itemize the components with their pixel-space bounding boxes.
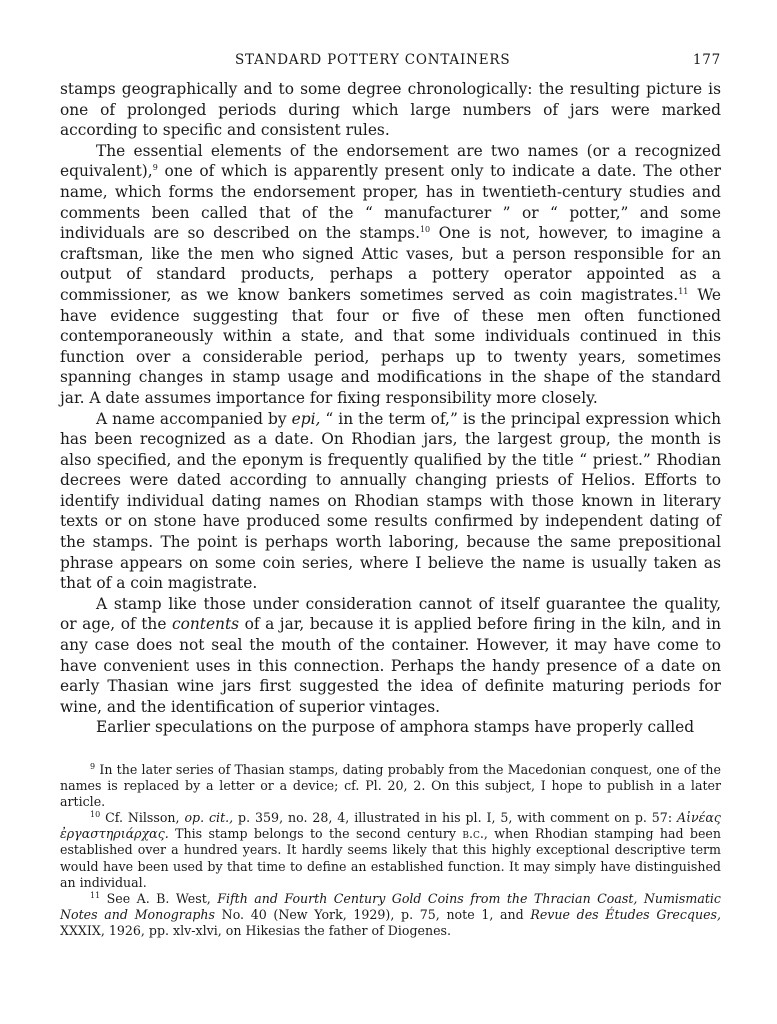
paragraph: Earlier speculations on the purpose of amphora stamps have properly called	[96, 718, 695, 737]
paragraph: The essential elements of the endorsement are two names (or a recognized equivalent),$^9$ one of which is apparently present only to indicate a date. The other name, which forms the endorsement proper, has in twentieth-century studies and comments been called that of the “ manufacturer ” or “ potter,” and some individuals are so described on the stamps.$^{10}$ One is not, however, to imagine a craftsman, like the men who signed Attic vases, but a person responsible for an output of standard products, perhaps a pottery operator appointed as a commissioner, as we know bankers sometimes served as coin magistrates.$^{11}$ We have evidence suggesting that four or five of these men often functioned contemporaneously within a state, and that some individuals continued in this function over a considerable period, perhaps up to twenty years, sometimes spanning changes in stamp usage and modifications in the shape of the standard jar. A date assumes importance for fixing responsibility more closely.	[60, 141, 721, 407]
footnote: $^{11}$ See A. B. West, Fifth and Fourth Century Gold Coins from the Thracian Coast, Numismatic Notes and Monographs No. 40 (New York, 1929), p. 75, note 1, and Revue des Études Grecques, XXXIX, 1926, pp. xlv-xlvi, on Hikesias the father of Diogenes.	[60, 890, 721, 938]
footnote-ref[interactable]: 10	[419, 225, 431, 235]
footnote-number: 10	[90, 810, 101, 820]
paragraph: A stamp like those under consideration cannot of itself guarantee the quality, or age, of the contents of a jar, because it is applied before firing in the kiln, and in any case does not seal the mouth of the container. However, it may have come to have convenient uses in this connection. Perhaps the handy presence of a date on early Thasian wine jars first suggested the idea of definite maturing periods for wine, and the identification of superior vintages.	[60, 594, 721, 716]
footnote: $^9$ In the later series of Thasian stamps, dating probably from the Macedonian conquest, one of the names is replaced by a letter or a device; cf. Pl. 20, 2. On this subject, I hope to publish in a later article.	[60, 761, 721, 810]
footnote: $^{10}$ Cf. Nilsson, op. cit., p. 359, no. 28, 4, illustrated in his pl. I, 5, with comment on p. 57: Αἰνέας ἐργαστηριάρχας. This stamp belongs to the second century b.c., when Rhodian stamping had been established over a hundred years. It hardly seems likely that this highly exceptional descriptive term would have been used by that time to define an established function. It may simply have distinguished an individual.	[60, 810, 721, 890]
footnote-number: 11	[90, 890, 101, 900]
footnote-ref[interactable]: 9	[152, 163, 158, 173]
paragraph: stamps geographically and to some degree chronologically: the resulting picture is one of prolonged periods during which large numbers of jars were marked according to specific and consistent rules.	[60, 80, 721, 140]
page-number: 177	[692, 52, 721, 68]
body-text	[60, 79, 721, 738]
running-title: STANDARD POTTERY CONTAINERS	[235, 52, 511, 68]
footnotes	[60, 762, 721, 939]
page	[60, 52, 721, 939]
footnote-number: 9	[90, 761, 96, 771]
footnote-ref[interactable]: 11	[678, 286, 689, 296]
running-header	[60, 52, 721, 68]
paragraph: A name accompanied by epi, “ in the term of,” is the principal expression which has been recognized as a date. On Rhodian jars, the largest group, the month is also specified, and the eponym is frequently qualified by the title “ priest.” Rhodian decrees were dated according to annually changing priests of Helios. Efforts to identify individual dating names on Rhodian stamps with those known in literary texts or on stone have produced some results confirmed by independent dating of the stamps. The point is perhaps worth laboring, because the same prepositional phrase appears on some coin series, where I believe the name is usually taken as that of a coin magistrate.	[60, 409, 721, 593]
